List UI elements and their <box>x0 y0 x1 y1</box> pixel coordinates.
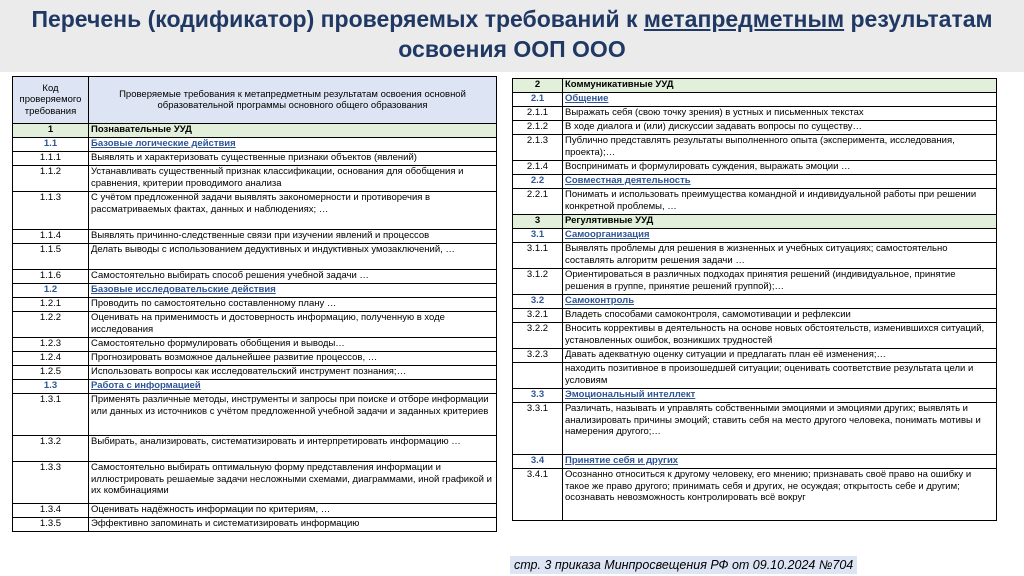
row-code: 2.1 <box>513 93 563 107</box>
table-row <box>13 298 497 312</box>
row-code: 2.1.3 <box>513 135 563 161</box>
row-text: Использовать вопросы как исследовательский инструмент познания;… <box>89 366 497 380</box>
row-text: Понимать и использовать преимущества командной и индивидуальной работы при решении конкретной проблемы, … <box>563 189 997 215</box>
row-text: Выявлять причинно-следственные связи при изучении явлений и процессов <box>89 230 497 244</box>
row-code: 3.2.2 <box>513 323 563 349</box>
subsection-row <box>13 380 497 394</box>
row-code: 1.1.3 <box>13 192 89 230</box>
row-code: 3.1 <box>513 229 563 243</box>
subsection-row <box>513 229 997 243</box>
row-text: Общение <box>563 93 997 107</box>
row-text: Регулятивные УУД <box>563 215 997 229</box>
table-row <box>513 349 997 363</box>
section-row <box>513 215 997 229</box>
table-row <box>13 504 497 518</box>
row-text: Давать адекватную оценку ситуации и предлагать план её изменения;… <box>563 349 997 363</box>
row-code: 3.3.1 <box>513 403 563 455</box>
row-code: 1.3.5 <box>13 518 89 532</box>
table-row <box>13 152 497 166</box>
row-text: Выбирать, анализировать, систематизировать и интерпретировать информацию … <box>89 436 497 462</box>
row-code: 1.1 <box>13 138 89 152</box>
row-text: Выявлять и характеризовать существенные признаки объектов (явлений) <box>89 152 497 166</box>
table-row <box>513 269 997 295</box>
row-code: 1.3.4 <box>13 504 89 518</box>
row-text: Эмоциональный интеллект <box>563 389 997 403</box>
row-code: 3.2.1 <box>513 309 563 323</box>
left-requirements-table <box>12 76 497 532</box>
subsection-row <box>513 389 997 403</box>
table-row <box>513 309 997 323</box>
row-text: В ходе диалога и (или) дискуссии задавать вопросы по существу… <box>563 121 997 135</box>
row-code: 3 <box>513 215 563 229</box>
subsection-row <box>13 138 497 152</box>
row-text: Самостоятельно выбирать способ решения учебной задачи … <box>89 270 497 284</box>
row-text: Проводить по самостоятельно составленному плану … <box>89 298 497 312</box>
row-text: Оценивать надёжность информации по критериям, … <box>89 504 497 518</box>
section-row <box>513 79 997 93</box>
row-code: 2.1.4 <box>513 161 563 175</box>
row-text: Совместная деятельность <box>563 175 997 189</box>
row-code: 1.2.1 <box>13 298 89 312</box>
row-code: 1.2.4 <box>13 352 89 366</box>
row-text: Делать выводы с использованием дедуктивных и индуктивных умозаключений, … <box>89 244 497 270</box>
row-text: Прогнозировать возможное дальнейшее развитие процессов, … <box>89 352 497 366</box>
row-code: 2.2 <box>513 175 563 189</box>
table-row <box>13 312 497 338</box>
right-requirements-table <box>512 78 997 521</box>
row-code: 2.1.1 <box>513 107 563 121</box>
row-text: Самостоятельно выбирать оптимальную форму представления информации и иллюстрировать решаемые задачи несложными схемами, диаграммами, иной графикой и их комбинациями <box>89 462 497 504</box>
row-text: Различать, называть и управлять собственными эмоциями и эмоциями других; выявлять и анализировать причины эмоций; ставить себя на место другого человека, понимать мотивы и намерения другого;… <box>563 403 997 455</box>
table-row <box>13 518 497 532</box>
table-row <box>513 243 997 269</box>
title-part1: Перечень (кодификатор) проверяемых требований к <box>31 6 644 32</box>
row-text: Вносить коррективы в деятельность на основе новых обстоятельств, изменившихся ситуаций, установленных ошибок, возникших трудностей <box>563 323 997 349</box>
source-note: стр. 3 приказа Минпросвещения РФ от 09.10.2024 №704 <box>510 556 857 574</box>
section-row <box>13 124 497 138</box>
table-row <box>513 189 997 215</box>
row-code <box>513 363 563 389</box>
row-text: Самостоятельно формулировать обобщения и выводы… <box>89 338 497 352</box>
row-code: 1.2.3 <box>13 338 89 352</box>
table-row <box>513 363 997 389</box>
row-code: 2.1.2 <box>513 121 563 135</box>
table-row <box>13 244 497 270</box>
row-code: 1.3 <box>13 380 89 394</box>
table-row <box>513 323 997 349</box>
subsection-row <box>513 93 997 107</box>
title-underlined: метапредметным <box>643 6 845 32</box>
row-text: Базовые исследовательские действия <box>89 284 497 298</box>
row-code: 1.1.5 <box>13 244 89 270</box>
row-text: Самоконтроль <box>563 295 997 309</box>
row-text: находить позитивное в произошедшей ситуации; оценивать соответствие результата цели и условиям <box>563 363 997 389</box>
row-text: Воспринимать и формулировать суждения, выражать эмоции … <box>563 161 997 175</box>
row-code: 1.1.6 <box>13 270 89 284</box>
row-code: 1 <box>13 124 89 138</box>
table-row <box>513 403 997 455</box>
title-part2: результатам <box>844 6 993 32</box>
row-code: 1.1.2 <box>13 166 89 192</box>
row-code: 3.1.1 <box>513 243 563 269</box>
row-text: Самоорганизация <box>563 229 997 243</box>
subsection-row <box>513 455 997 469</box>
row-code: 1.2 <box>13 284 89 298</box>
table-row <box>13 436 497 462</box>
row-code: 2 <box>513 79 563 93</box>
row-text: Оценивать на применимость и достоверность информацию, полученную в ходе исследования <box>89 312 497 338</box>
table-row <box>13 462 497 504</box>
row-text: Выражать себя (свою точку зрения) в устных и письменных текстах <box>563 107 997 121</box>
row-code: 3.1.2 <box>513 269 563 295</box>
row-text: Ориентироваться в различных подходах принятия решений (индивидуальное, принятие решения в группе, принятие решений группой);… <box>563 269 997 295</box>
row-code: 1.3.1 <box>13 394 89 436</box>
row-code: 1.1.4 <box>13 230 89 244</box>
row-text: Выявлять проблемы для решения в жизненных и учебных ситуациях; самостоятельно составлять алгоритм решения задачи … <box>563 243 997 269</box>
table-row <box>13 352 497 366</box>
table-header-row <box>13 77 497 124</box>
row-text: Эффективно запоминать и систематизировать информацию <box>89 518 497 532</box>
table-row <box>13 366 497 380</box>
subsection-row <box>13 284 497 298</box>
table-row <box>13 230 497 244</box>
row-text: Публично представлять результаты выполненного опыта (эксперимента, исследования, проекта);… <box>563 135 997 161</box>
table-row <box>13 394 497 436</box>
row-code: 3.2.3 <box>513 349 563 363</box>
row-code: 1.1.1 <box>13 152 89 166</box>
row-text: Владеть способами самоконтроля, самомотивации и рефлексии <box>563 309 997 323</box>
table-row <box>513 121 997 135</box>
table-row <box>13 270 497 284</box>
row-code: 3.4 <box>513 455 563 469</box>
table-row <box>513 469 997 521</box>
table-row <box>513 161 997 175</box>
header-code: Код проверяемого требования <box>13 77 89 124</box>
row-code: 3.3 <box>513 389 563 403</box>
table-row <box>13 192 497 230</box>
row-code: 1.3.2 <box>13 436 89 462</box>
row-text: Коммуникативные УУД <box>563 79 997 93</box>
row-text: Применять различные методы, инструменты и запросы при поиске и отборе информации или данных из источников с учётом предложенной учебной задачи и заданных критериев <box>89 394 497 436</box>
header-requirements: Проверяемые требования к метапредметным результатам освоения основной образовательной программы основного общего образования <box>89 77 497 124</box>
table-row <box>513 135 997 161</box>
row-text: Работа с информацией <box>89 380 497 394</box>
row-text: Осознанно относиться к другому человеку, его мнению; признавать своё право на ошибку и такое же право другого; принимать себя и других, не осуждая; открытость себе и другим; осознавать невозможность контролировать всё вокруг <box>563 469 997 521</box>
row-text: Базовые логические действия <box>89 138 497 152</box>
row-code: 2.2.1 <box>513 189 563 215</box>
page-title <box>0 4 1024 64</box>
row-code: 1.2.2 <box>13 312 89 338</box>
row-code: 3.2 <box>513 295 563 309</box>
subsection-row <box>513 175 997 189</box>
row-text: Устанавливать существенный признак классификации, основания для обобщения и сравнения, критерии проводимого анализа <box>89 166 497 192</box>
row-text: С учётом предложенной задачи выявлять закономерности и противоречия в рассматриваемых фактах, данных и наблюдениях; … <box>89 192 497 230</box>
subsection-row <box>513 295 997 309</box>
row-code: 3.4.1 <box>513 469 563 521</box>
table-row <box>13 166 497 192</box>
row-code: 1.2.5 <box>13 366 89 380</box>
title-line2: освоения ООП ООО <box>398 36 626 62</box>
table-row <box>513 107 997 121</box>
row-text: Познавательные УУД <box>89 124 497 138</box>
table-row <box>13 338 497 352</box>
row-code: 1.3.3 <box>13 462 89 504</box>
row-text: Принятие себя и других <box>563 455 997 469</box>
